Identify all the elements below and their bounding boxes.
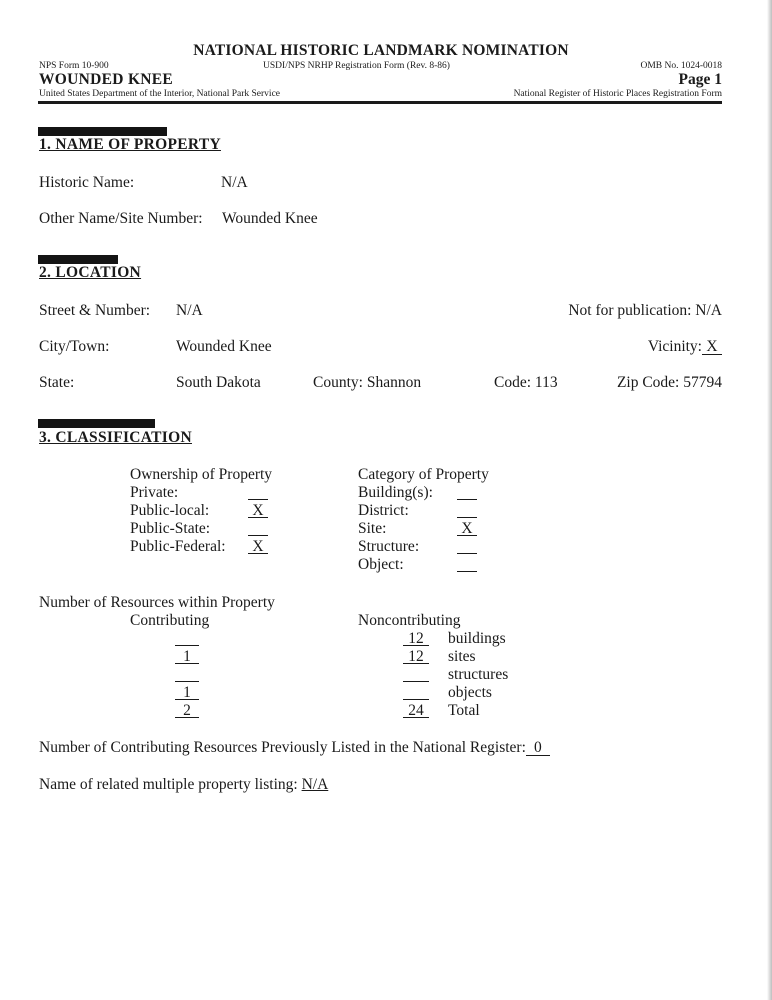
category-heading: Category of Property xyxy=(358,466,489,483)
resource-type: buildings xyxy=(448,630,506,647)
previously-listed xyxy=(39,739,550,757)
category-mark xyxy=(457,538,477,554)
city-value: Wounded Knee xyxy=(176,338,272,355)
street-value: N/A xyxy=(176,302,203,319)
vicinity-label: Vicinity: xyxy=(647,338,702,355)
section3-heading: 3. CLASSIFICATION xyxy=(39,429,192,446)
ownership-label: Private: xyxy=(130,484,179,501)
state-value: South Dakota xyxy=(176,374,261,391)
ownership-label: Public-Federal: xyxy=(130,538,226,555)
ownership-heading: Ownership of Property xyxy=(130,466,273,483)
document-title: NATIONAL HISTORIC LANDMARK NOMINATION xyxy=(193,42,569,59)
code: Code: 113 xyxy=(494,374,558,391)
category-label: Building(s): xyxy=(358,484,433,501)
related-listing-label: Name of related multiple property listing: xyxy=(39,776,298,793)
ownership-mark xyxy=(248,520,268,536)
contributing-count xyxy=(175,666,199,682)
category-label: Structure: xyxy=(358,538,420,555)
omb-number: OMB No. 1024-0018 xyxy=(640,61,722,71)
resource-type: structures xyxy=(448,666,509,683)
ownership-mark: X xyxy=(248,538,268,554)
related-listing xyxy=(39,776,328,794)
ownership-mark xyxy=(248,484,268,500)
register-form-label: National Register of Historic Places Registration Form xyxy=(513,89,722,99)
contributing-count: 2 xyxy=(175,702,199,718)
section2-bar xyxy=(38,255,118,264)
category-mark xyxy=(457,556,477,572)
noncontributing-count: 12 xyxy=(403,648,429,664)
noncontributing-count: 12 xyxy=(403,630,429,646)
contributing-count: 1 xyxy=(175,684,199,700)
form-number: NPS Form 10-900 xyxy=(39,61,109,71)
ownership-label: Public-State: xyxy=(130,520,211,537)
section2-heading: 2. LOCATION xyxy=(39,264,142,281)
ownership-mark: X xyxy=(248,502,268,518)
category-label: Site: xyxy=(358,520,387,537)
vicinity-mark: X xyxy=(702,339,722,355)
category-mark xyxy=(457,502,477,518)
category-label: Object: xyxy=(358,556,404,573)
header-rule xyxy=(38,101,722,104)
resource-type: Total xyxy=(448,702,480,719)
section1-heading: 1. NAME OF PROPERTY xyxy=(39,136,221,153)
category-mark: X xyxy=(457,520,477,536)
resource-type: sites xyxy=(448,648,476,665)
noncontributing-count xyxy=(403,684,429,700)
page-number: Page 1 xyxy=(678,71,722,88)
previously-listed-value: 0 xyxy=(526,740,550,756)
resources-heading: Number of Resources within Property xyxy=(39,594,275,611)
property-name-header: WOUNDED KNEE xyxy=(39,71,174,88)
department-label: United States Department of the Interior, National Park Service xyxy=(39,89,281,99)
noncontributing-heading: Noncontributing xyxy=(358,612,461,629)
state-label: State: xyxy=(39,374,75,391)
city-label: City/Town: xyxy=(39,338,110,355)
not-for-publication: Not for publication: N/A xyxy=(568,302,722,319)
previously-listed-label: Number of Contributing Resources Previously Listed in the National Register: xyxy=(39,739,526,756)
section3-bar xyxy=(38,419,155,428)
category-mark xyxy=(457,484,477,500)
category-label: District: xyxy=(358,502,409,519)
contributing-heading: Contributing xyxy=(130,612,210,629)
historic-name-value: N/A xyxy=(221,174,248,191)
section1-bar xyxy=(38,127,167,136)
resource-type: objects xyxy=(448,684,492,701)
vicinity xyxy=(648,338,722,356)
other-name-label: Other Name/Site Number: xyxy=(39,210,203,227)
noncontributing-count: 24 xyxy=(403,702,429,718)
contributing-count xyxy=(175,630,199,646)
registration-form-label: USDI/NPS NRHP Registration Form (Rev. 8-86) xyxy=(263,61,450,71)
noncontributing-count xyxy=(403,666,429,682)
ownership-label: Public-local: xyxy=(130,502,210,519)
historic-name-label: Historic Name: xyxy=(39,174,135,191)
zip-code: Zip Code: 57794 xyxy=(616,374,722,391)
scan-edge-shadow xyxy=(767,0,772,1000)
other-name-value: Wounded Knee xyxy=(222,210,318,227)
street-label: Street & Number: xyxy=(39,302,151,319)
contributing-count: 1 xyxy=(175,648,199,664)
county: County: Shannon xyxy=(313,374,422,391)
related-listing-value: N/A xyxy=(301,776,329,793)
